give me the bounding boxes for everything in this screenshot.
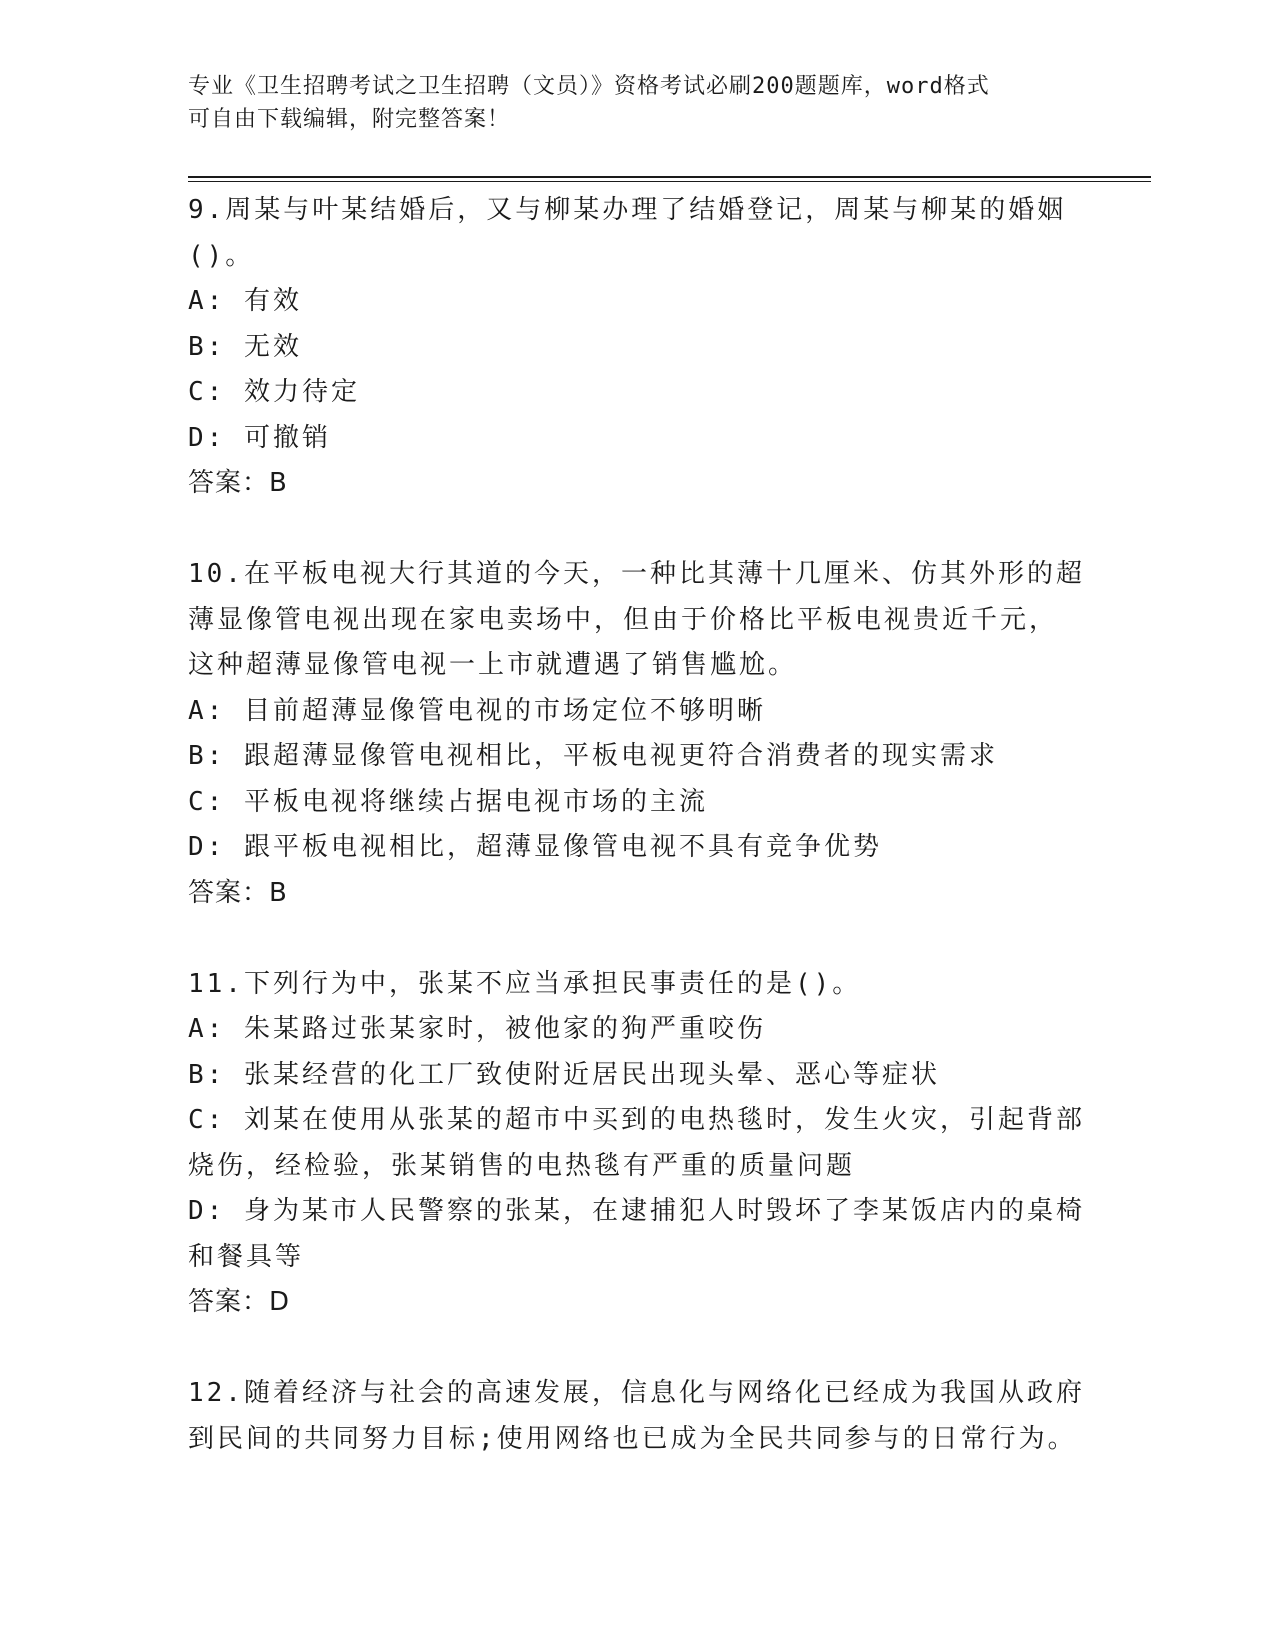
answer: 答案：D [188,1287,291,1317]
header-divider [188,181,1151,182]
question-stem-line: 到民间的共同努力目标;使用网络也已成为全民共同参与的日常行为。 [188,1423,1077,1454]
answer: 答案：B [188,468,288,498]
option-b: B: 跟超薄显像管电视相比，平板电视更符合消费者的现实需求 [188,741,998,771]
option-d: D: 跟平板电视相比，超薄显像管电视不具有竞争优势 [188,832,882,862]
question-12 [188,1371,1088,1462]
option-c-continued: 烧伤，经检验，张某销售的电热毯有严重的质量问题 [188,1150,856,1181]
question-10 [188,552,1088,916]
option-b: B: 无效 [188,331,302,362]
question-stem-line: 11.下列行为中，张某不应当承担民事责任的是()。 [188,968,862,999]
header-line: 可自由下载编辑，附完整答案！ [188,107,511,132]
question-list [188,188,1088,1508]
question-9 [188,188,1088,507]
option-a: A: 有效 [188,286,302,316]
page-header [188,70,1088,136]
option-c: C: 平板电视将继续占据电视市场的主流 [188,786,708,817]
question-stem-line: 这种超薄显像管电视一上市就遭遇了销售尴尬。 [188,650,798,680]
option-b: B: 张某经营的化工厂致使附近居民出现头晕、恶心等症状 [188,1059,940,1090]
question-stem-line: 12.随着经济与社会的高速发展，信息化与网络化已经成为我国从政府 [188,1378,1085,1408]
answer: 答案：B [188,877,288,908]
option-d: D: 身为某市人民警察的张某，在逮捕犯人时毁坏了李某饭店内的桌椅 [188,1196,1085,1226]
option-c: C: 刘某在使用从张某的超市中买到的电热毯时，发生火灾，引起背部 [188,1105,1085,1135]
question-stem-line: 9.周某与叶某结婚后，又与柳某办理了结婚登记，周某与柳某的婚姻 [188,195,1067,225]
question-stem-line: ()。 [188,240,255,271]
header-line: 专业《卫生招聘考试之卫生招聘（文员）》资格考试必刷200题题库，word格式 [188,74,990,99]
option-d-continued: 和餐具等 [188,1241,305,1272]
option-c: C: 效力待定 [188,377,360,407]
option-a: A: 目前超薄显像管电视的市场定位不够明晰 [188,695,766,726]
question-stem-line: 薄显像管电视出现在家电卖场中，但由于价格比平板电视贵近千元， [188,604,1059,635]
option-d: D: 可撤销 [188,422,331,453]
question-stem-line: 10.在平板电视大行其道的今天，一种比其薄十几厘米、仿其外形的超 [188,559,1085,589]
option-a: A: 朱某路过张某家时，被他家的狗严重咬伤 [188,1014,766,1044]
question-11 [188,962,1088,1326]
header-divider [188,176,1151,178]
